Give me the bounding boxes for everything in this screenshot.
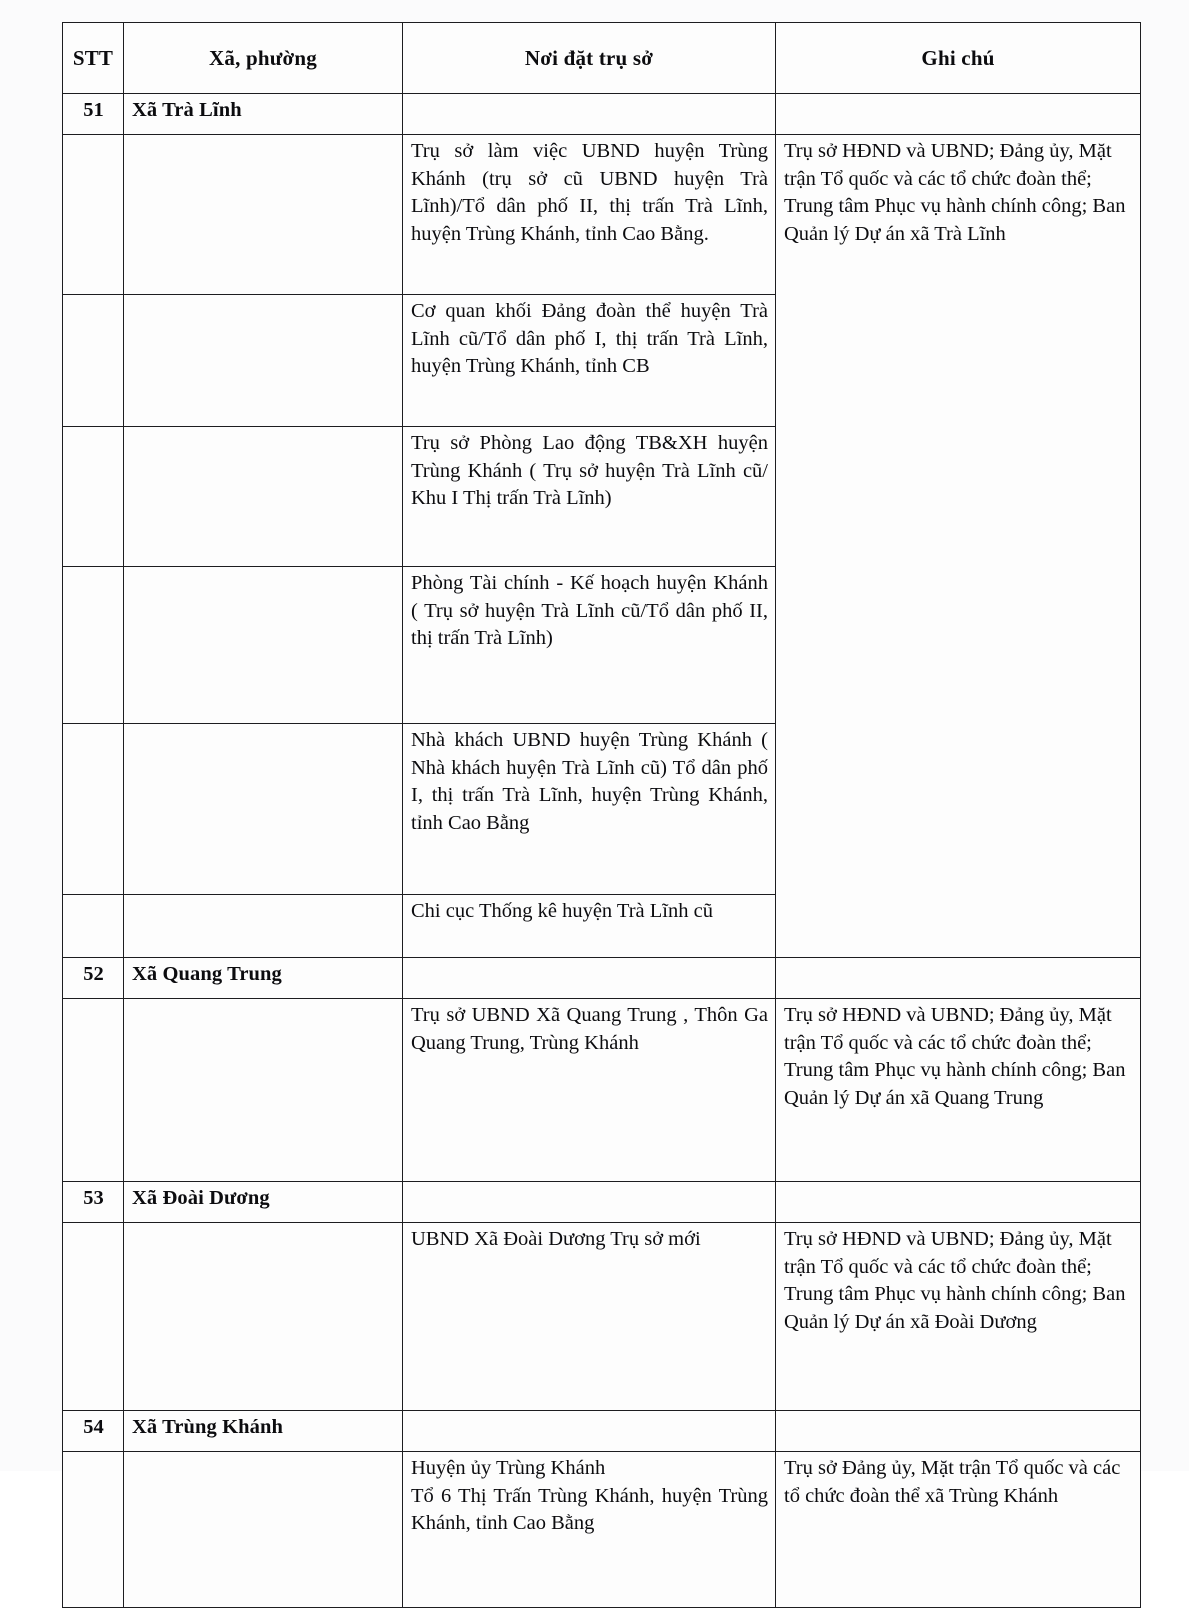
- row-note-empty: [776, 1182, 1141, 1223]
- column-header-commune: Xã, phường: [124, 23, 403, 94]
- row-location-empty: [403, 1182, 776, 1223]
- row-commune-empty: [124, 135, 403, 295]
- row-location: Chi cục Thống kê huyện Trà Lĩnh cũ: [403, 895, 776, 958]
- table-row: [63, 958, 1141, 999]
- row-stt-empty: [63, 427, 124, 567]
- row-location: Cơ quan khối Đảng đoàn thể huyện Trà Lĩnh cũ/Tổ dân phố I, thị trấn Trà Lĩnh, huyện Trùng Khánh, tỉnh CB: [403, 295, 776, 427]
- row-note: Trụ sở HĐND và UBND; Đảng ủy, Mặt trận Tổ quốc và các tổ chức đoàn thể; Trung tâm Phục vụ hành chính công; Ban Quản lý Dự án xã Đoài Dương: [776, 1223, 1141, 1411]
- row-stt-empty: [63, 895, 124, 958]
- row-location: Nhà khách UBND huyện Trùng Khánh ( Nhà khách huyện Trà Lĩnh cũ) Tổ dân phố I, thị trấn Trà Lĩnh, huyện Trùng Khánh, tỉnh Cao Bằng: [403, 724, 776, 895]
- table-row: [63, 135, 1141, 295]
- row-stt-empty: [63, 1452, 124, 1608]
- row-commune-empty: [124, 999, 403, 1182]
- row-commune-empty: [124, 895, 403, 958]
- row-stt-empty: [63, 295, 124, 427]
- row-commune-empty: [124, 295, 403, 427]
- row-commune-name: Xã Trà Lĩnh: [124, 94, 403, 135]
- row-note: Trụ sở Đảng ủy, Mặt trận Tổ quốc và các tổ chức đoàn thể xã Trùng Khánh: [776, 1452, 1141, 1608]
- row-location: Phòng Tài chính - Kế hoạch huyện Khánh ( Trụ sở huyện Trà Lĩnh cũ/Tổ dân phố II, thị trấn Trà Lĩnh): [403, 567, 776, 724]
- row-note-empty: [776, 958, 1141, 999]
- table-row: [63, 1452, 1141, 1608]
- row-stt-empty: [63, 999, 124, 1182]
- row-location: [403, 1452, 776, 1608]
- row-note-empty: [776, 1411, 1141, 1452]
- row-commune-empty: [124, 1223, 403, 1411]
- table-header-row: [63, 23, 1141, 94]
- table-row: [63, 1411, 1141, 1452]
- row-commune-name: Xã Đoài Dương: [124, 1182, 403, 1223]
- row-location: Trụ sở Phòng Lao động TB&XH huyện Trùng Khánh ( Trụ sở huyện Trà Lĩnh cũ/ Khu I Thị trấn Trà Lĩnh): [403, 427, 776, 567]
- row-stt: 54: [63, 1411, 124, 1452]
- row-stt-empty: [63, 1223, 124, 1411]
- row-commune-empty: [124, 427, 403, 567]
- row-stt-empty: [63, 567, 124, 724]
- row-commune-empty: [124, 567, 403, 724]
- column-header-location: Nơi đặt trụ sở: [403, 23, 776, 94]
- row-stt: 51: [63, 94, 124, 135]
- row-location-empty: [403, 94, 776, 135]
- row-location-line-2: Tổ 6 Thị Trấn Trùng Khánh, huyện Trùng Khánh, tỉnh Cao Bằng: [411, 1484, 768, 1535]
- row-note: Trụ sở HĐND và UBND; Đảng ủy, Mặt trận Tổ quốc và các tổ chức đoàn thể; Trung tâm Phục vụ hành chính công; Ban Quản lý Dự án xã Quang Trung: [776, 999, 1141, 1182]
- row-commune-empty: [124, 1452, 403, 1608]
- row-location: Trụ sở làm việc UBND huyện Trùng Khánh (trụ sở cũ UBND huyện Trà Lĩnh)/Tổ dân phố II, thị trấn Trà Lĩnh, huyện Trùng Khánh, tỉnh Cao Bằng.: [403, 135, 776, 295]
- row-stt: 52: [63, 958, 124, 999]
- row-location-empty: [403, 958, 776, 999]
- row-location-line-1: Huyện ủy Trùng Khánh: [411, 1457, 606, 1479]
- row-note-merged: Trụ sở HĐND và UBND; Đảng ủy, Mặt trận Tổ quốc và các tổ chức đoàn thể; Trung tâm Phục vụ hành chính công; Ban Quản lý Dự án xã Trà Lĩnh: [776, 135, 1141, 958]
- table-row: [63, 999, 1141, 1182]
- table-row: [63, 1182, 1141, 1223]
- row-commune-name: Xã Trùng Khánh: [124, 1411, 403, 1452]
- row-location: Trụ sở UBND Xã Quang Trung , Thôn Ga Quang Trung, Trùng Khánh: [403, 999, 776, 1182]
- row-location-empty: [403, 1411, 776, 1452]
- column-header-note: Ghi chú: [776, 23, 1141, 94]
- table-row: [63, 94, 1141, 135]
- row-stt-empty: [63, 135, 124, 295]
- row-stt-empty: [63, 724, 124, 895]
- row-commune-empty: [124, 724, 403, 895]
- row-note-empty: [776, 94, 1141, 135]
- row-location: UBND Xã Đoài Dương Trụ sở mới: [403, 1223, 776, 1411]
- column-header-stt: STT: [63, 23, 124, 94]
- row-stt: 53: [63, 1182, 124, 1223]
- table-row: [63, 1223, 1141, 1411]
- headquarters-table: [62, 22, 1141, 1608]
- row-commune-name: Xã Quang Trung: [124, 958, 403, 999]
